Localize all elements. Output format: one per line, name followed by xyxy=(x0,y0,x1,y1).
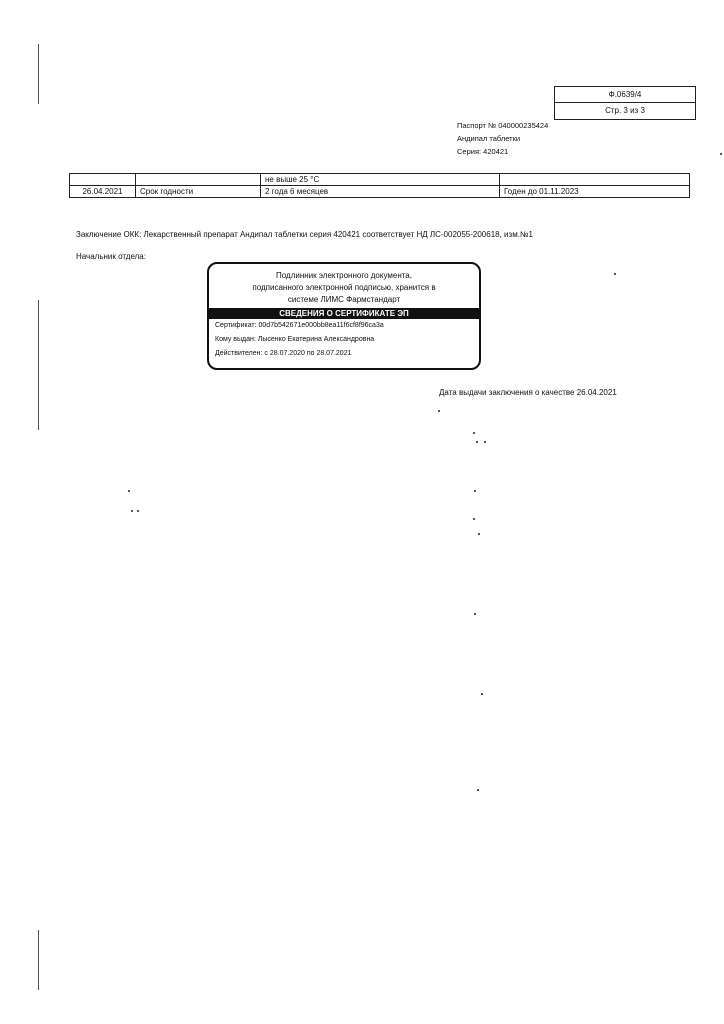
scan-edge-line xyxy=(38,44,39,104)
scan-speck xyxy=(474,490,476,492)
table-cell xyxy=(70,174,136,186)
stamp-line: системе ЛИМС Фармстандарт xyxy=(287,295,401,304)
table-cell-result: Годен до 01.11.2023 xyxy=(500,186,690,198)
table-row xyxy=(70,186,690,198)
table-cell-parameter: Срок годности xyxy=(136,186,261,198)
scan-speck xyxy=(476,441,478,443)
scan-speck xyxy=(484,441,486,443)
scan-speck xyxy=(131,510,133,512)
table-row xyxy=(70,174,690,186)
issue-date: Дата выдачи заключения о качестве 26.04.2021 xyxy=(439,388,617,397)
form-code-box xyxy=(554,86,696,120)
stamp-line: Подлинник электронного документа, xyxy=(276,271,412,280)
table-cell-norm: 2 года 6 месяцев xyxy=(261,186,500,198)
scan-speck xyxy=(474,613,476,615)
scan-speck xyxy=(473,518,475,520)
scan-speck xyxy=(137,510,139,512)
scan-speck xyxy=(614,273,616,275)
qc-conclusion: Заключение ОКК: Лекарственный препарат Андипал таблетки серия 420421 соответствует НД ЛС-002055-200618, изм.№1 xyxy=(76,230,533,239)
electronic-signature-stamp xyxy=(207,262,481,370)
scan-edge-line xyxy=(38,930,39,990)
product-name: Андипал таблетки xyxy=(457,134,521,143)
scan-edge-line xyxy=(38,300,39,430)
form-code: Ф.0639/4 xyxy=(608,90,642,99)
scan-speck xyxy=(473,432,475,434)
scan-speck xyxy=(438,410,440,412)
department-head-label: Начальник отдела: xyxy=(76,252,146,261)
table-cell xyxy=(136,174,261,186)
scan-speck xyxy=(478,533,480,535)
table-cell: не выше 25 °С xyxy=(261,174,500,186)
quality-table xyxy=(69,173,690,198)
page-number: Стр. 3 из 3 xyxy=(555,102,695,118)
passport-number: Паспорт № 040000235424 xyxy=(457,121,549,130)
scan-speck xyxy=(128,490,130,492)
stamp-line: подписанного электронной подписью, хранится в xyxy=(252,283,436,292)
certificate-number: Сертификат: 00d7b542671e000bb8ea11f6cf8f96ca3a xyxy=(215,322,384,329)
series-number: Серия: 420421 xyxy=(457,147,509,156)
scan-speck xyxy=(477,789,479,791)
scan-speck xyxy=(481,693,483,695)
table-cell-date: 26.04.2021 xyxy=(70,186,136,198)
certificate-owner: Кому выдан: Лысенко Екатерина Александровна xyxy=(215,336,375,343)
scan-speck xyxy=(720,153,722,155)
table-cell xyxy=(500,174,690,186)
certificate-validity: Действителен: с 28.07.2020 по 28.07.2021 xyxy=(215,350,352,357)
certificate-header: СВЕДЕНИЯ О СЕРТИФИКАТЕ ЭП xyxy=(209,308,479,319)
